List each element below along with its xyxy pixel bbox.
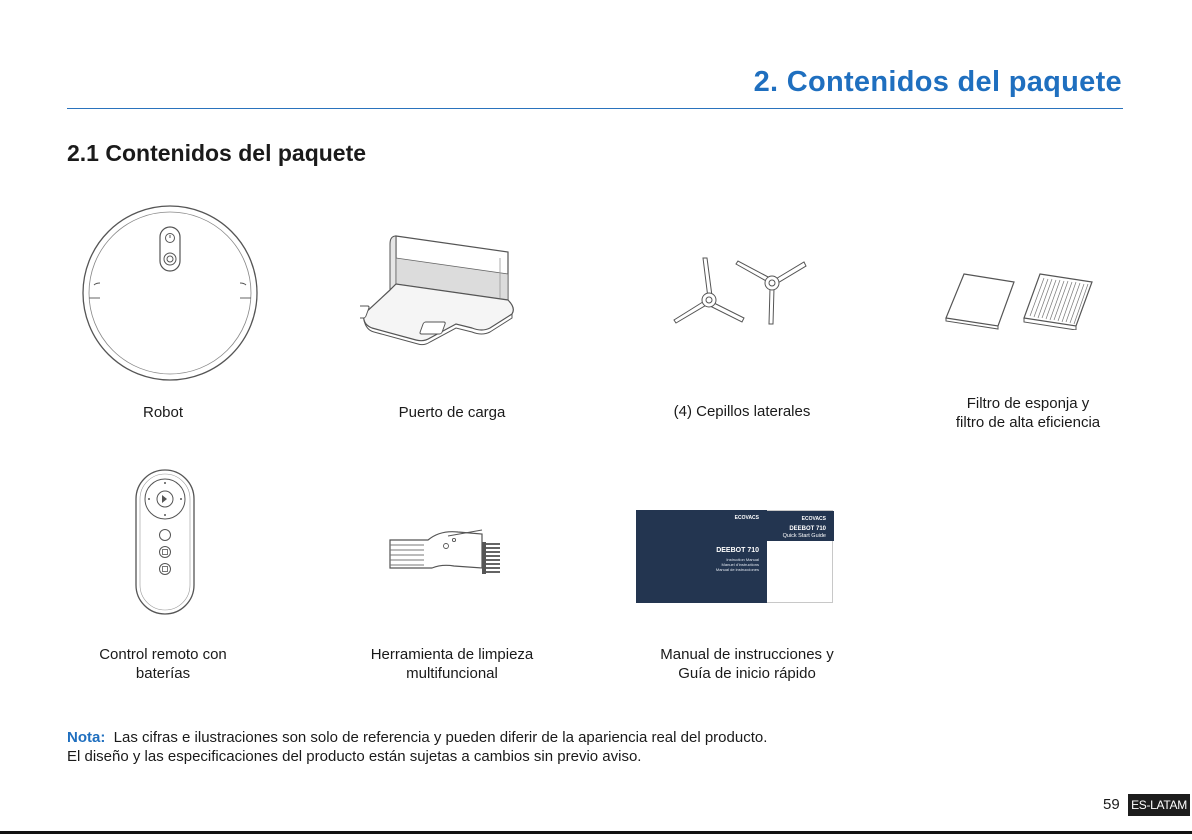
charging-dock-icon — [360, 228, 520, 358]
footer-rule — [0, 831, 1192, 834]
manual-line-1: Instruction Manual — [726, 557, 759, 562]
brand-logo-left: ECOVACS — [734, 515, 759, 521]
caption-cleaning-tool: Herramienta de limpieza multifuncional — [370, 646, 534, 682]
manual-line-3: Manual de instrucciones — [715, 567, 759, 572]
caption-side-brushes: (4) Cepillos laterales — [673, 403, 811, 420]
brand-logo-right: ECOVACS — [801, 516, 826, 522]
section-title: 2.1 Contenidos del paquete — [67, 140, 367, 166]
caption-remote-control: Control remoto con baterías — [99, 646, 227, 682]
note-block — [67, 728, 767, 766]
caption-robot: Robot — [142, 404, 184, 421]
caption-filters: Filtro de esponja y filtro de alta eficiencia — [955, 395, 1101, 431]
remote-control-icon — [134, 468, 196, 616]
caption-manuals: Manual de instrucciones y Guía de inicio rápido — [660, 646, 834, 682]
title-divider — [67, 108, 1123, 109]
manual-product-name: DEEBOT 710 — [716, 547, 759, 554]
note-label: Nota: — [67, 729, 106, 746]
instruction-manual — [636, 510, 767, 603]
locale-badge: ES-LATAM — [1128, 794, 1190, 816]
guide-subtitle: Quick Start Guide — [782, 533, 826, 539]
page-number: 59 — [1103, 796, 1120, 813]
note-line-2: El diseño y las especificaciones del producto están sujetas a cambios sin previo aviso. — [67, 748, 642, 765]
guide-product-name: DEEBOT 710 — [789, 526, 826, 532]
manual-line-2: Manuel d'instructions — [721, 562, 759, 567]
manuals-icon — [636, 510, 834, 604]
robot-vacuum-icon — [80, 203, 260, 383]
note-line-1: Las cifras e ilustraciones son solo de referencia y pueden diferir de la apariencia real del producto. — [113, 729, 768, 746]
cleaning-tool-icon — [388, 526, 503, 576]
chapter-title: 2. Contenidos del paquete — [753, 66, 1122, 98]
side-brushes-icon — [668, 250, 813, 330]
caption-charging-dock: Puerto de carga — [398, 404, 506, 421]
filters-icon — [944, 270, 1094, 330]
